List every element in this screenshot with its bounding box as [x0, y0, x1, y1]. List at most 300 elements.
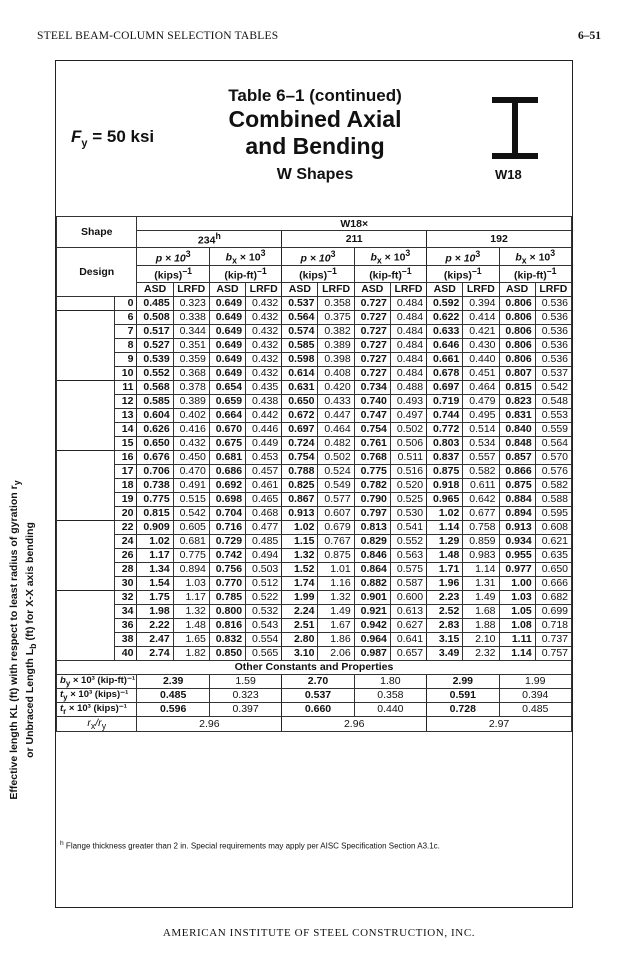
table-cell: 0.559: [535, 422, 571, 436]
table-cell: 0.740: [354, 394, 390, 408]
table-cell: 0.654: [209, 380, 245, 394]
table-cell: 0.494: [246, 548, 282, 562]
table-cell: 0.421: [463, 324, 499, 338]
title-line-2: Combined Axial: [228, 106, 402, 132]
table-cell: 0.482: [318, 436, 354, 450]
table-cell: 0.692: [209, 478, 245, 492]
table-cell: 0.768: [354, 450, 390, 464]
w-shape-icon: [490, 95, 540, 161]
table-cell: 0.813: [354, 520, 390, 534]
table-row: [57, 366, 572, 380]
length-value: 22: [115, 520, 137, 534]
table-cell: 0.447: [318, 408, 354, 422]
table-row: [57, 310, 572, 324]
table-cell: 0.542: [173, 506, 209, 520]
table-cell: 0.516: [390, 464, 426, 478]
shape-label: Shape: [57, 217, 137, 248]
table-cell: 0.534: [463, 436, 499, 450]
table-cell: 2.24: [282, 604, 318, 618]
bx-header: $b_x \times 10^3$: [354, 247, 426, 266]
b-units: $(kip-ft)^{-1}$: [354, 266, 426, 283]
table-cell: 0.649: [209, 352, 245, 366]
table-cell: 0.477: [246, 520, 282, 534]
table-row: [57, 632, 572, 646]
table-cell: 0.775: [137, 492, 173, 506]
table-cell: 1.02: [137, 534, 173, 548]
table-cell: 0.649: [209, 296, 245, 310]
property-value: 0.358: [354, 688, 426, 702]
table-cell: 0.537: [535, 366, 571, 380]
table-cell: 0.491: [173, 478, 209, 492]
table-cell: 1.48: [173, 618, 209, 632]
rx-ry-row: [57, 716, 572, 731]
table-cell: 0.657: [390, 646, 426, 660]
running-header: STEEL BEAM-COLUMN SELECTION TABLES: [37, 30, 279, 42]
table-cell: 0.592: [427, 296, 463, 310]
table-cell: 0.825: [282, 478, 318, 492]
weight-211: 211: [282, 231, 427, 248]
table-row: [57, 436, 572, 450]
table-cell: 3.10: [282, 646, 318, 660]
table-cell: 0.457: [246, 464, 282, 478]
length-value: 18: [115, 478, 137, 492]
table-cell: 1.49: [318, 604, 354, 618]
table-cell: 0.987: [354, 646, 390, 660]
table-cell: 0.479: [463, 394, 499, 408]
table-cell: 0.512: [246, 576, 282, 590]
table-cell: 0.697: [427, 380, 463, 394]
table-cell: 0.621: [535, 534, 571, 548]
table-cell: 0.875: [318, 548, 354, 562]
table-cell: 0.664: [209, 408, 245, 422]
table-cell: 0.846: [354, 548, 390, 562]
property-value: 2.70: [282, 674, 354, 688]
property-value: 0.397: [209, 702, 281, 716]
table-cell: 0.484: [390, 352, 426, 366]
table-cell: 0.815: [499, 380, 535, 394]
table-cell: 0.470: [173, 464, 209, 478]
table-cell: 0.882: [354, 576, 390, 590]
table-cell: 0.614: [282, 366, 318, 380]
table-cell: 0.323: [173, 296, 209, 310]
table-cell: 0.613: [390, 604, 426, 618]
table-cell: 3.15: [427, 632, 463, 646]
table-cell: 1.34: [137, 562, 173, 576]
table-cell: 0.536: [535, 324, 571, 338]
length-value: 28: [115, 562, 137, 576]
table-cell: 0.677: [463, 506, 499, 520]
property-value: 1.80: [354, 674, 426, 688]
lrfd-header: LRFD: [173, 282, 209, 296]
length-value: 16: [115, 450, 137, 464]
p-header: $p \times 10^3$: [427, 247, 499, 266]
table-row: [57, 548, 572, 562]
table-row: [57, 338, 572, 352]
title-line-3: and Bending: [245, 133, 385, 159]
table-cell: 1.32: [282, 548, 318, 562]
table-cell: 2.51: [282, 618, 318, 632]
table-cell: 0.738: [137, 478, 173, 492]
table-cell: 0.511: [390, 450, 426, 464]
table-cell: 0.775: [354, 464, 390, 478]
table-cell: 0.840: [499, 422, 535, 436]
table-cell: 0.542: [535, 380, 571, 394]
table-cell: 1.52: [282, 562, 318, 576]
length-value: 15: [115, 436, 137, 450]
table-cell: 0.539: [137, 352, 173, 366]
property-label: $t_y \times 10^3$ (kips)⁻¹: [57, 688, 137, 702]
table-cell: 0.416: [173, 422, 209, 436]
length-value: 38: [115, 632, 137, 646]
table-cell: 1.65: [173, 632, 209, 646]
table-cell: 0.536: [535, 338, 571, 352]
table-cell: 0.488: [390, 380, 426, 394]
table-cell: 0.449: [246, 436, 282, 450]
table-cell: 0.681: [173, 534, 209, 548]
table-cell: 0.686: [209, 464, 245, 478]
table-cell: 1.32: [173, 604, 209, 618]
asd-header: ASD: [499, 282, 535, 296]
table-row: [57, 646, 572, 660]
weight-234: 234$^h$: [137, 231, 282, 248]
table-cell: 0.548: [535, 394, 571, 408]
table-cell: 0.661: [427, 352, 463, 366]
length-value: 7: [115, 324, 137, 338]
table-cell: 0.650: [137, 436, 173, 450]
p-units: (kips)$^{-1}$: [137, 266, 209, 283]
bx-header: $b_x \times 10^3$: [209, 247, 281, 266]
table-cell: 1.03: [173, 576, 209, 590]
table-cell: 0.530: [390, 506, 426, 520]
table-cell: 2.32: [463, 646, 499, 660]
shape-designation: W18: [495, 167, 522, 182]
table-cell: 0.465: [246, 492, 282, 506]
lrfd-header: LRFD: [390, 282, 426, 296]
table-cell: 2.10: [463, 632, 499, 646]
table-cell: 0.894: [173, 562, 209, 576]
table-cell: 0.649: [209, 338, 245, 352]
table-cell: 0.724: [282, 436, 318, 450]
lrfd-header: LRFD: [318, 282, 354, 296]
table-cell: 0.497: [390, 408, 426, 422]
table-cell: 0.909: [137, 520, 173, 534]
table-cell: 0.742: [209, 548, 245, 562]
table-cell: 0.552: [390, 534, 426, 548]
table-cell: 0.520: [390, 478, 426, 492]
table-cell: 0.807: [499, 366, 535, 380]
table-row: [57, 352, 572, 366]
title-w-shapes: W Shapes: [276, 166, 354, 183]
table-cell: 0.681: [209, 450, 245, 464]
table-cell: 0.432: [246, 310, 282, 324]
table-cell: 1.74: [282, 576, 318, 590]
table-cell: 0.649: [209, 324, 245, 338]
table-cell: 1.14: [427, 520, 463, 534]
table-cell: 0.485: [137, 296, 173, 310]
table-cell: 0.503: [246, 562, 282, 576]
table-row: [57, 450, 572, 464]
table-cell: 0.451: [463, 366, 499, 380]
table-cell: 0.627: [390, 618, 426, 632]
property-row: [57, 688, 572, 702]
table-cell: 1.17: [173, 590, 209, 604]
table-row: [57, 464, 572, 478]
table-cell: 0.727: [354, 310, 390, 324]
property-value: 0.537: [282, 688, 354, 702]
table-cell: 0.608: [535, 520, 571, 534]
table-cell: 0.806: [499, 324, 535, 338]
length-value: 40: [115, 646, 137, 660]
table-cell: 1.48: [427, 548, 463, 562]
table-cell: 0.727: [354, 296, 390, 310]
table-cell: 0.532: [246, 604, 282, 618]
table-row: [57, 506, 572, 520]
table-cell: 0.484: [390, 366, 426, 380]
table-cell: 0.502: [318, 450, 354, 464]
bx-header: $b_x \times 10^3$: [499, 247, 572, 266]
table-cell: 1.54: [137, 576, 173, 590]
table-cell: 0.772: [427, 422, 463, 436]
table-cell: 0.754: [282, 450, 318, 464]
table-cell: 0.577: [318, 492, 354, 506]
rx-ry-value: 2.96: [137, 716, 282, 731]
table-cell: 1.99: [282, 590, 318, 604]
table-cell: 1.82: [173, 646, 209, 660]
table-cell: 0.438: [246, 394, 282, 408]
table-cell: 0.704: [209, 506, 245, 520]
publisher-footer: AMERICAN INSTITUTE OF STEEL CONSTRUCTION, INC.: [162, 927, 476, 939]
table-cell: 0.977: [499, 562, 535, 576]
table-cell: 0.716: [209, 520, 245, 534]
b-units: $(kip-ft)^{-1}$: [499, 266, 572, 283]
rx-ry-value: 2.97: [427, 716, 572, 731]
table-cell: 0.649: [209, 366, 245, 380]
property-value: 1.59: [209, 674, 281, 688]
table-cell: 0.747: [354, 408, 390, 422]
table-cell: 2.47: [137, 632, 173, 646]
table-cell: 0.522: [246, 590, 282, 604]
table-cell: 0.676: [137, 450, 173, 464]
table-cell: 0.659: [209, 394, 245, 408]
lrfd-header: LRFD: [535, 282, 571, 296]
table-cell: 0.605: [173, 520, 209, 534]
table-cell: 0.727: [354, 352, 390, 366]
effective-length-axis-label: Effective length KL (ft) with respect to least radius of gyration $r_y$ or Unbraced Length $L_b$ (ft) for X-X axis bending: [8, 480, 39, 800]
table-cell: 0.864: [354, 562, 390, 576]
p-header: $p \times 10^3$: [137, 247, 209, 266]
table-cell: 0.382: [318, 324, 354, 338]
table-cell: 0.934: [499, 534, 535, 548]
table-cell: 0.508: [137, 310, 173, 324]
table-cell: 0.650: [282, 394, 318, 408]
table-cell: 0.604: [137, 408, 173, 422]
length-value: 9: [115, 352, 137, 366]
table-cell: 0.344: [173, 324, 209, 338]
table-cell: 0.493: [390, 394, 426, 408]
length-value: 8: [115, 338, 137, 352]
table-cell: 0.527: [137, 338, 173, 352]
table-row: [57, 534, 572, 548]
table-cell: 0.430: [463, 338, 499, 352]
table-cell: 1.16: [318, 576, 354, 590]
table-cell: 0.432: [246, 338, 282, 352]
property-value: 2.99: [427, 674, 499, 688]
table-cell: 0.718: [535, 618, 571, 632]
table-cell: 1.86: [318, 632, 354, 646]
property-row: [57, 702, 572, 716]
table-cell: 0.378: [173, 380, 209, 394]
table-cell: 2.83: [427, 618, 463, 632]
table-cell: 0.414: [463, 310, 499, 324]
property-value: 2.39: [137, 674, 209, 688]
table-cell: 1.71: [427, 562, 463, 576]
table-cell: 0.823: [499, 394, 535, 408]
table-cell: 0.649: [209, 310, 245, 324]
table-cell: 0.642: [463, 492, 499, 506]
length-value: 11: [115, 380, 137, 394]
table-cell: 0.541: [390, 520, 426, 534]
p-header: $p \times 10^3$: [282, 247, 354, 266]
table-cell: 0.432: [173, 436, 209, 450]
table-cell: 1.01: [318, 562, 354, 576]
table-cell: 0.582: [535, 478, 571, 492]
table-cell: 1.08: [499, 618, 535, 632]
table-row: [57, 408, 572, 422]
table-cell: 0.563: [390, 548, 426, 562]
table-cell: 0.575: [390, 562, 426, 576]
table-cell: 0.440: [463, 352, 499, 366]
table-cell: 0.806: [499, 338, 535, 352]
table-cell: 0.829: [354, 534, 390, 548]
table-cell: 0.913: [499, 520, 535, 534]
table-cell: 1.05: [499, 604, 535, 618]
table-cell: 0.770: [209, 576, 245, 590]
table-cell: 0.679: [318, 520, 354, 534]
table-cell: 0.517: [137, 324, 173, 338]
table-cell: 0.790: [354, 492, 390, 506]
table-cell: 0.744: [427, 408, 463, 422]
table-cell: 0.435: [246, 380, 282, 394]
property-value: 0.591: [427, 688, 499, 702]
length-value: 10: [115, 366, 137, 380]
table-cell: 0.536: [535, 296, 571, 310]
table-cell: 0.797: [354, 506, 390, 520]
property-value: 0.394: [499, 688, 572, 702]
table-cell: 2.22: [137, 618, 173, 632]
table-cell: 0.557: [463, 450, 499, 464]
other-constants-title: Other Constants and Properties: [57, 660, 572, 674]
table-cell: 0.398: [318, 352, 354, 366]
table-cell: 0.432: [246, 324, 282, 338]
table-cell: 0.775: [173, 548, 209, 562]
table-cell: 0.338: [173, 310, 209, 324]
table-cell: 0.389: [318, 338, 354, 352]
table-row: [57, 604, 572, 618]
table-cell: 0.816: [209, 618, 245, 632]
table-cell: 1.29: [427, 534, 463, 548]
table-cell: 0.942: [354, 618, 390, 632]
table-cell: 1.31: [463, 576, 499, 590]
table-cell: 2.74: [137, 646, 173, 660]
table-cell: 0.402: [173, 408, 209, 422]
table-cell: 0.866: [499, 464, 535, 478]
table-cell: 0.536: [535, 352, 571, 366]
table-cell: 0.464: [463, 380, 499, 394]
table-cell: 0.565: [246, 646, 282, 660]
table-cell: 0.800: [209, 604, 245, 618]
table-cell: 0.737: [535, 632, 571, 646]
table-cell: 0.514: [463, 422, 499, 436]
table-cell: 0.913: [282, 506, 318, 520]
table-cell: 0.468: [246, 506, 282, 520]
table-cell: 0.831: [499, 408, 535, 422]
length-value: 32: [115, 590, 137, 604]
table-cell: 0.484: [390, 324, 426, 338]
table-row: [57, 380, 572, 394]
table-cell: 0.461: [246, 478, 282, 492]
table-cell: 0.955: [499, 548, 535, 562]
table-cell: 0.815: [137, 506, 173, 520]
table-cell: 1.32: [318, 590, 354, 604]
table-cell: 1.68: [463, 604, 499, 618]
table-cell: 1.14: [499, 646, 535, 660]
table-cell: 0.706: [137, 464, 173, 478]
table-cell: 0.803: [427, 436, 463, 450]
table-row: [57, 422, 572, 436]
table-row: [57, 590, 572, 604]
p-units: (kips)$^{-1}$: [427, 266, 499, 283]
table-cell: 0.432: [246, 296, 282, 310]
table-cell: 0.537: [282, 296, 318, 310]
length-value: 12: [115, 394, 137, 408]
table-cell: 0.600: [390, 590, 426, 604]
table-cell: 0.650: [535, 562, 571, 576]
table-cell: 0.918: [427, 478, 463, 492]
table-cell: 0.767: [318, 534, 354, 548]
table-cell: 3.49: [427, 646, 463, 660]
table-cell: 0.666: [535, 576, 571, 590]
table-cell: 0.719: [427, 394, 463, 408]
table-cell: 0.582: [463, 464, 499, 478]
table-cell: 0.568: [137, 380, 173, 394]
table-cell: 0.884: [499, 492, 535, 506]
table-cell: 0.450: [173, 450, 209, 464]
table-cell: 1.02: [282, 520, 318, 534]
table-cell: 0.574: [282, 324, 318, 338]
table-cell: 0.446: [246, 422, 282, 436]
footnote: $^h$ Flange thickness greater than 2 in. Special requirements may apply per AISC Specification Section A3.1c.: [60, 840, 440, 851]
table-title: [170, 86, 460, 184]
page-number: 6–51: [578, 30, 601, 42]
length-value: 36: [115, 618, 137, 632]
property-value: 0.596: [137, 702, 209, 716]
table-cell: 0.368: [173, 366, 209, 380]
table-cell: 0.464: [318, 422, 354, 436]
asd-header: ASD: [427, 282, 463, 296]
table-cell: 0.432: [246, 352, 282, 366]
table-cell: 0.699: [535, 604, 571, 618]
table-row: [57, 562, 572, 576]
table-cell: 0.641: [390, 632, 426, 646]
table-cell: 2.06: [318, 646, 354, 660]
table-cell: 0.622: [427, 310, 463, 324]
table-cell: 0.543: [246, 618, 282, 632]
table-cell: 1.98: [137, 604, 173, 618]
design-label: Design: [57, 247, 137, 296]
table-cell: 0.515: [173, 492, 209, 506]
table-cell: 0.734: [354, 380, 390, 394]
table-cell: 0.761: [354, 436, 390, 450]
